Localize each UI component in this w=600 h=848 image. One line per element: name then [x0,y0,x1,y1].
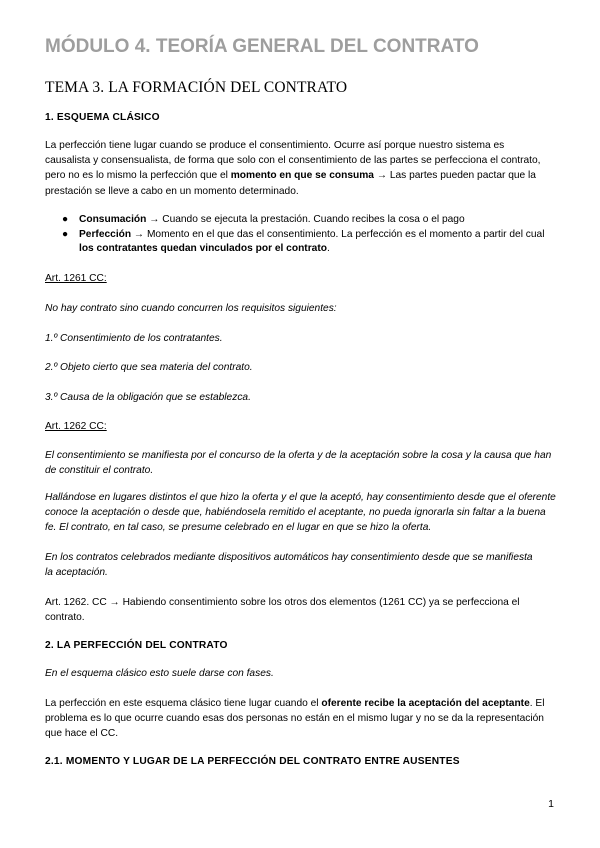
art-1262-para: El consentimiento se manifiesta por el concurso de la oferta y de la aceptación sobre la cosa y la causa que han de constituir el contrato. [45,450,552,477]
art-1262-para: En los contratos celebrados mediante dispositivos automáticos hay consentimiento desde que se manifiesta la aceptación. [45,552,533,579]
section-2-1-heading: 2.1. MOMENTO Y LUGAR DE LA PERFECCIÓN DEL CONTRATO ENTRE AUSENTES [45,756,460,767]
tema-title: TEMA 3. LA FORMACIÓN DEL CONTRATO [45,79,348,96]
art-1261-line: 2.º Objeto cierto que sea materia del contrato. [45,362,253,373]
section-2-para: La perfección en este esquema clásico tiene lugar cuando el oferente recibe la aceptación del aceptante. El problema es lo que ocurre cuando esas dos personas no están en el mismo lugar y no se da la representación que hace el CC. [45,698,545,740]
module-title: MÓDULO 4. TEORÍA GENERAL DEL CONTRATO [45,36,479,57]
art-1261-line: 3.º Causa de la obligación que se establezca. [45,392,251,403]
art-1262-note: Art. 1262. CC → Habiendo consentimiento sobre los otros dos elementos (1261 CC) ya se perfecciona el contrato. [45,597,520,624]
art-1261-label: Art. 1261 CC: [45,273,107,284]
art-1262-label: Art. 1262 CC: [45,421,107,432]
list-item: ● Consumación → Cuando se ejecuta la prestación. Cuando recibes la cosa o el pago [62,213,557,228]
art-1262-para: Hallándose en lugares distintos el que hizo la oferta y el que la aceptó, hay consentimiento desde que el oferente conoce la aceptación o desde que, habiéndosela remitido el aceptante, no pueda ignorarla sin faltar a la buena fe. El contrato, en tal caso, se presume celebrado en el lugar en que se hizo la oferta. [45,492,556,534]
bullet-list [62,213,557,257]
bullet-dot: ● [62,214,69,225]
section-2-heading: 2. LA PERFECCIÓN DEL CONTRATO [45,640,228,651]
list-item: ● Perfección → Momento en el que das el consentimiento. La perfección es el momento a partir del cual los contratantes quedan vinculados por el contrato. [62,228,545,255]
section-2-italic: En el esquema clásico esto suele darse con fases. [45,668,274,679]
art-1261-line: No hay contrato sino cuando concurren los requisitos siguientes: [45,303,337,314]
section-1-heading: 1. ESQUEMA CLÁSICO [45,112,160,123]
section-1-intro: La perfección tiene lugar cuando se produce el consentimiento. Ocurre así porque nuestro sistema es causalista y consensualista, de forma que solo con el consentimiento de las partes se perfecciona el contrato, pero no es lo mismo la perfección que el momento en que se consuma → Las partes pueden pactar que la prestación se lleve a cabo en un momento determinado. [45,140,541,197]
art-1261-line: 1.º Consentimiento de los contratantes. [45,333,223,344]
page-number: 1 [548,798,554,810]
intro-bold: momento en que se consuma [230,170,374,182]
bullet-dot: ● [62,228,69,240]
